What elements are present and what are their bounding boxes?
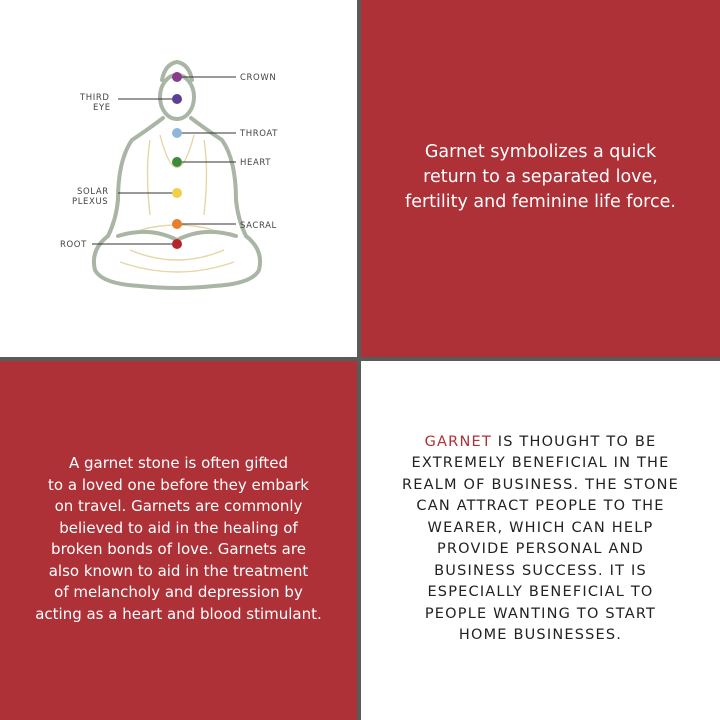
text-line: PROVIDE PERSONAL AND (436, 541, 645, 557)
sacral-label: SACRAL (240, 221, 277, 231)
third-eye-chakra-dot (172, 94, 182, 104)
solar-plexus-label-line2: PLEXUS (72, 197, 109, 207)
crown-chakra-dot (172, 72, 182, 82)
heart-label: HEART (240, 158, 272, 168)
first-line-rest: IS THOUGHT TO BE (491, 433, 657, 450)
solar-plexus-label-line1: SOLAR (77, 187, 109, 197)
text-line: also known to aid in the treatment (48, 561, 309, 580)
text-line: fertility and feminine life force. (405, 191, 676, 212)
text-line: ESPECIALLY BENEFICIAL TO (427, 584, 654, 600)
text-line: acting as a heart and blood stimulant. (35, 604, 322, 623)
root-chakra-dot (172, 239, 182, 249)
text-line: to a loved one before they embark (48, 475, 309, 494)
solar-plexus-chakra-dot (172, 188, 182, 198)
symbolism-panel (361, 0, 720, 357)
text-line: CAN ATTRACT PEOPLE TO THE (416, 498, 665, 514)
crown-label: CROWN (240, 73, 277, 83)
healing-text (14, 453, 344, 625)
text-line: PEOPLE WANTING TO START (424, 605, 657, 622)
chakra-illustration-panel (0, 0, 357, 357)
sacral-chakra-dot (172, 219, 182, 229)
text-line: believed to aid in the healing of (59, 518, 298, 537)
text-line: on travel. Garnets are commonly (54, 497, 303, 515)
business-text (376, 432, 706, 647)
symbolism-text (391, 140, 691, 215)
robe-lines (120, 135, 234, 272)
third-eye-label-line1: THIRD (80, 93, 110, 103)
third-eye-label-line2: EYE (93, 103, 111, 113)
text-line: BUSINESS SUCCESS. IT IS (434, 562, 647, 579)
text-line: WEARER, WHICH CAN HELP (427, 519, 654, 536)
business-panel (361, 361, 720, 720)
text-line: HOME BUSINESSES. (458, 627, 623, 643)
heart-chakra-dot (172, 157, 182, 167)
root-label: ROOT (60, 240, 87, 250)
meditating-figure-illustration (0, 0, 357, 357)
text-line: A garnet stone is often gifted (68, 454, 289, 472)
throat-chakra-dot (172, 128, 182, 138)
text-line: return to a separated love, (423, 166, 658, 187)
text-line (376, 432, 706, 454)
text-line: Garnet symbolizes a quick (424, 141, 657, 162)
text-line: REALM OF BUSINESS. THE STONE (401, 476, 679, 493)
garnet-highlight: GARNET (424, 433, 492, 450)
text-line: of melancholy and depression by (54, 583, 303, 601)
throat-label: THROAT (240, 129, 278, 139)
healing-panel (0, 361, 357, 720)
text-line: broken bonds of love. Garnets are (51, 540, 306, 558)
text-line: EXTREMELY BENEFICIAL IN THE (411, 455, 670, 471)
